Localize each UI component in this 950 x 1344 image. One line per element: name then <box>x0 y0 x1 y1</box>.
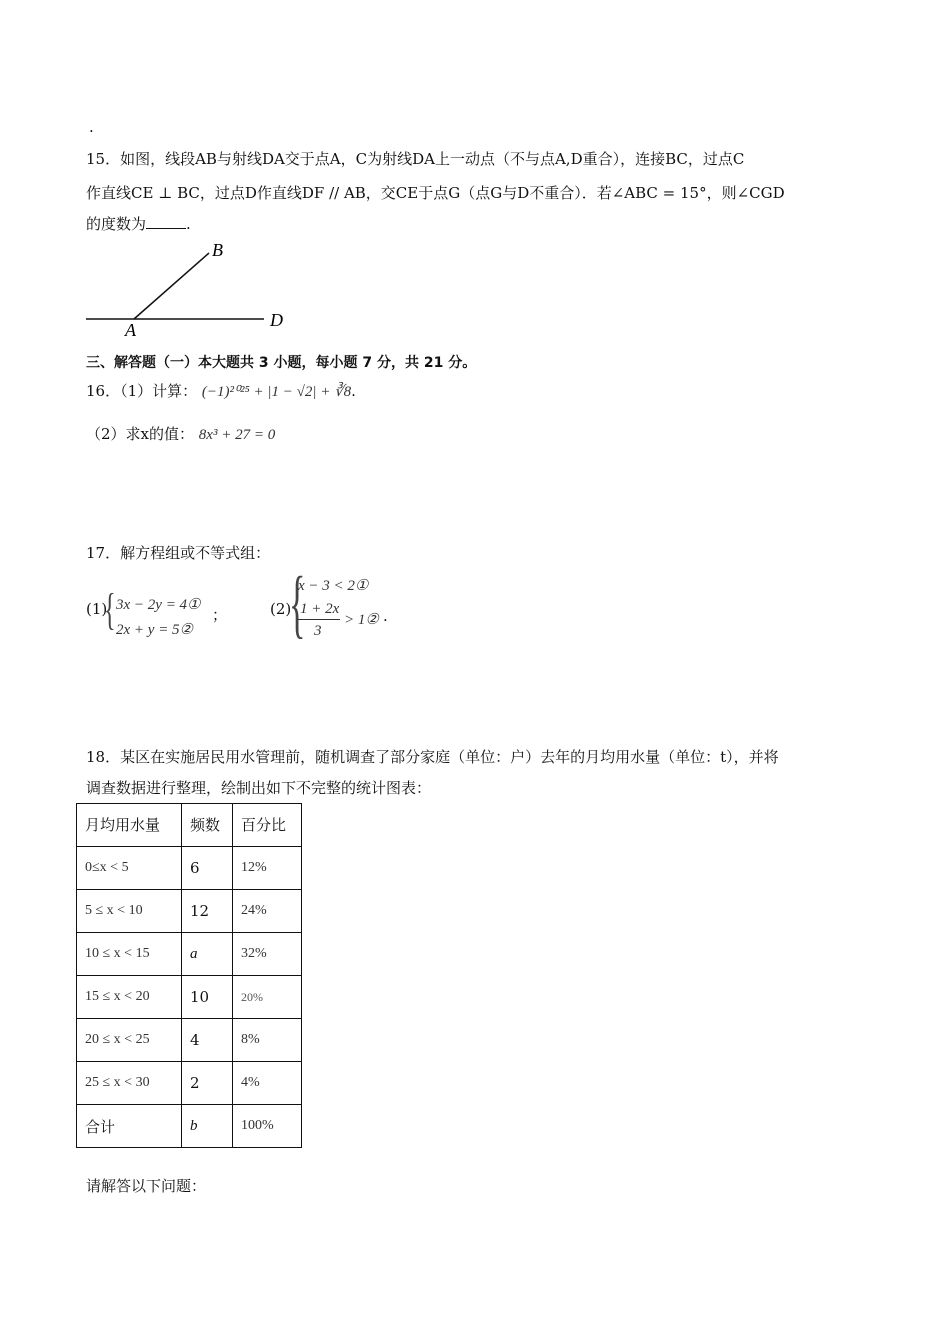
q15-line3 <box>86 213 191 234</box>
range-cell: 15 ≤ x < 20 <box>77 976 182 1019</box>
total-frequency-cell: b <box>182 1105 233 1148</box>
header-frequency: 频数 <box>182 804 233 847</box>
segment-ab <box>134 253 209 319</box>
q15-line1: 15．如图，线段AB与射线DA交于点A，C为射线DA上一动点（不与点A,D重合），连接BC，过点C <box>86 150 745 168</box>
q17-part1-label: (1) <box>86 600 108 618</box>
table-header-row <box>77 804 302 847</box>
water-usage-table <box>76 803 302 1148</box>
q16-part2 <box>86 423 275 444</box>
q16-part1-end: . <box>351 382 356 400</box>
total-label-cell: 合计 <box>77 1105 182 1148</box>
q16-part1-prefix: 16．（1）计算： <box>86 382 198 400</box>
q16-part1 <box>86 380 356 401</box>
q17-part2-numerator: 1 + 2x <box>300 601 340 617</box>
q18-footer: 请解答以下问题： <box>86 1177 207 1195</box>
range-cell: 25 ≤ x < 30 <box>77 1062 182 1105</box>
q16-part1-expr: (−1)²⁰²⁵ + |1 − √2| + ∛8 <box>201 384 352 400</box>
header-percentage: 百分比 <box>233 804 302 847</box>
percent-cell: 24% <box>233 890 302 933</box>
q17-part2-relation: > 1② <box>344 612 379 628</box>
q17-part2-eq1: x − 3 < 2① <box>298 578 369 594</box>
frequency-cell: 2 <box>182 1062 233 1105</box>
q15-line3-end: . <box>186 215 191 233</box>
q15-figure <box>80 238 300 340</box>
total-percent-cell: 100% <box>233 1105 302 1148</box>
percent-cell: 8% <box>233 1019 302 1062</box>
range-cell: 5 ≤ x < 10 <box>77 890 182 933</box>
label-d: D <box>270 310 283 330</box>
frequency-cell: 6 <box>182 847 233 890</box>
table-row <box>77 933 302 976</box>
percent-cell: 12% <box>233 847 302 890</box>
percent-cell: 32% <box>233 933 302 976</box>
q17-part1-eq2: 2x + y = 5② <box>116 622 194 638</box>
q16-part2-prefix: （2）求x的值： <box>86 425 195 443</box>
header-water-usage: 月均用水量 <box>77 804 182 847</box>
q18-line2: 调查数据进行整理，绘制出如下不完整的统计图表： <box>86 779 432 797</box>
frequency-cell: 12 <box>182 890 233 933</box>
frequency-cell: 10 <box>182 976 233 1019</box>
range-cell: 0≤x < 5 <box>77 847 182 890</box>
percent-cell: 4% <box>233 1062 302 1105</box>
section3-title: 三、解答题（一）本大题共 3 小题，每小题 7 分，共 21 分。 <box>86 355 477 371</box>
q17-title: 17．解方程组或不等式组： <box>86 544 271 562</box>
q17-part2-label: (2) <box>270 600 292 618</box>
q17-part1-sep: ； <box>212 606 228 624</box>
table-row <box>77 890 302 933</box>
percent-cell: 20% <box>233 976 302 1019</box>
range-cell: 10 ≤ x < 15 <box>77 933 182 976</box>
q15-line3-text: 的度数为 <box>86 215 147 233</box>
q17-part2-end: . <box>383 607 388 625</box>
q17-part2-denominator: 3 <box>314 623 322 639</box>
answer-blank <box>146 214 186 229</box>
range-cell: 20 ≤ x < 25 <box>77 1019 182 1062</box>
frequency-cell: 4 <box>182 1019 233 1062</box>
label-a: A <box>125 320 136 340</box>
q16-part2-expr: 8x³ + 27 = 0 <box>198 427 276 443</box>
table-total-row <box>77 1105 302 1148</box>
leading-dot: . <box>89 118 94 136</box>
q15-line2: 作直线CE ⊥ BC，过点D作直线DF // AB，交CE于点G（点G与D不重合）．若∠ABC = 15°，则∠CGD <box>86 184 785 202</box>
q17-part1-brace: { <box>104 585 116 634</box>
table-row <box>77 976 302 1019</box>
table-row <box>77 1062 302 1105</box>
frequency-cell: a <box>182 933 233 976</box>
q18-line1: 18．某区在实施居民用水管理前，随机调查了部分家庭（单位：户）去年的月均用水量（单位：t），并将 <box>86 748 779 766</box>
q17-part2-fraction-bar <box>298 619 340 620</box>
table-row <box>77 847 302 890</box>
q17-part1-eq1: 3x − 2y = 4① <box>116 597 201 613</box>
q17-part2-brace: { <box>289 562 306 646</box>
table-row <box>77 1019 302 1062</box>
label-b: B <box>212 240 223 260</box>
